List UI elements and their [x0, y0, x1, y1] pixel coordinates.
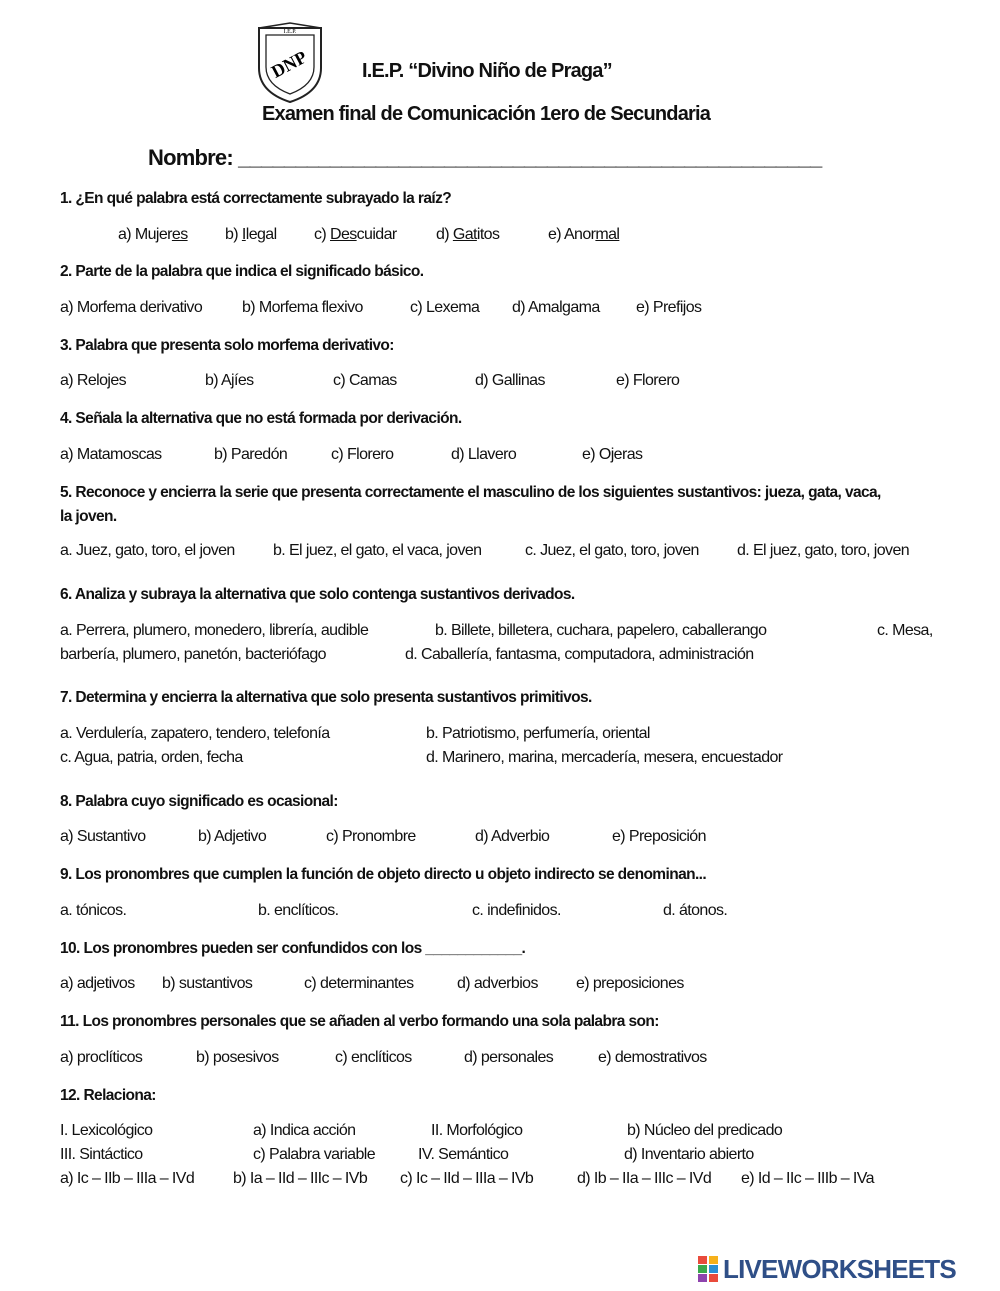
q12-item-I: I. Lexicológico	[60, 1122, 153, 1139]
q3-option-e[interactable]: e) Florero	[616, 372, 680, 389]
q7-option-c[interactable]: c. Agua, patria, orden, fecha	[60, 749, 243, 766]
q6-option-c-cont[interactable]: barbería, plumero, panetón, bacteriófago	[60, 646, 326, 663]
q6-option-c[interactable]: c. Mesa,	[877, 622, 933, 639]
q12-item-IV: IV. Semántico	[418, 1146, 509, 1163]
q8-option-a[interactable]: a) Sustantivo	[60, 828, 146, 845]
q2-option-a[interactable]: a) Morfema derivativo	[60, 299, 203, 316]
q11-option-e[interactable]: e) demostrativos	[598, 1049, 707, 1066]
q12-answer-b[interactable]: b) Ia – IId – IIIc – IVb	[233, 1170, 368, 1187]
question-5: 5. Reconoce y encierra la serie que presenta correctamente el masculino de los siguientes sustantivos: jueza, gata, vaca,	[60, 484, 881, 501]
q8-option-b[interactable]: b) Adjetivo	[198, 828, 267, 845]
q6-option-d[interactable]: d. Caballería, fantasma, computadora, administración	[405, 646, 754, 663]
q11-option-d[interactable]: d) personales	[464, 1049, 554, 1066]
liveworksheets-text: LIVEWORKSHEETS	[723, 1254, 956, 1284]
q4-option-d[interactable]: d) Llavero	[451, 446, 517, 463]
q2-option-b[interactable]: b) Morfema flexivo	[242, 299, 363, 316]
q12-item-c: c) Palabra variable	[253, 1146, 375, 1163]
q8-option-c[interactable]: c) Pronombre	[326, 828, 416, 845]
q12-item-II: II. Morfológico	[431, 1122, 523, 1139]
q12-item-b: b) Núcleo del predicado	[627, 1122, 783, 1139]
q4-option-c[interactable]: c) Florero	[331, 446, 394, 463]
q7-option-b[interactable]: b. Patriotismo, perfumería, oriental	[426, 725, 650, 742]
q11-option-c[interactable]: c) enclíticos	[335, 1049, 412, 1066]
q12-answer-c[interactable]: c) Ic – IId – IIIa – IVb	[400, 1170, 534, 1187]
q10-option-d[interactable]: d) adverbios	[457, 975, 538, 992]
q9-option-c[interactable]: c. indefinidos.	[472, 902, 561, 919]
q10-option-b[interactable]: b) sustantivos	[162, 975, 253, 992]
q9-option-d[interactable]: d. átonos.	[663, 902, 728, 919]
name-label: Nombre:	[148, 145, 233, 170]
question-2: 2. Parte de la palabra que indica el significado básico.	[60, 263, 424, 280]
q2-option-e[interactable]: e) Prefijos	[636, 299, 702, 316]
q6-option-b[interactable]: b. Billete, billetera, cuchara, papelero, caballerango	[435, 622, 767, 639]
school-name: I.E.P. “Divino Niño de Praga”	[362, 60, 612, 82]
question-7: 7. Determina y encierra la alternativa que solo presenta sustantivos primitivos.	[60, 689, 592, 706]
question-8: 8. Palabra cuyo significado es ocasional:	[60, 793, 338, 810]
question-4: 4. Señala la alternativa que no está formada por derivación.	[60, 410, 462, 427]
question-1: 1. ¿En qué palabra está correctamente subrayado la raíz?	[60, 190, 452, 207]
q12-item-d: d) Inventario abierto	[624, 1146, 754, 1163]
liveworksheets-logo-icon	[697, 1255, 719, 1283]
q3-option-b[interactable]: b) Ajíes	[205, 372, 254, 389]
q2-option-d[interactable]: d) Amalgama	[512, 299, 600, 316]
question-10: 10. Los pronombres pueden ser confundidos con los ____________.	[60, 940, 526, 957]
q3-option-a[interactable]: a) Relojes	[60, 372, 127, 389]
q10-option-a[interactable]: a) adjetivos	[60, 975, 135, 992]
q5-option-c[interactable]: c. Juez, el gato, toro, joven	[525, 542, 699, 559]
name-line[interactable]: ___________________________________________________	[238, 145, 822, 170]
q7-option-d[interactable]: d. Marinero, marina, mercadería, mesera, encuestador	[426, 749, 783, 766]
q10-option-c[interactable]: c) determinantes	[304, 975, 414, 992]
q3-option-d[interactable]: d) Gallinas	[475, 372, 545, 389]
q5-option-b[interactable]: b. El juez, el gato, el vaca, joven	[273, 542, 482, 559]
q12-answer-a[interactable]: a) Ic – IIb – IIIa – IVd	[60, 1170, 195, 1187]
q3-option-c[interactable]: c) Camas	[333, 372, 397, 389]
liveworksheets-brand[interactable]	[697, 1254, 997, 1284]
svg-text:DNP: DNP	[268, 46, 311, 82]
q5-option-d[interactable]: d. El juez, gato, toro, joven	[737, 542, 910, 559]
q10-option-e[interactable]: e) preposiciones	[576, 975, 684, 992]
q5-option-a[interactable]: a. Juez, gato, toro, el joven	[60, 542, 235, 559]
question-6: 6. Analiza y subraya la alternativa que solo contenga sustantivos derivados.	[60, 586, 575, 603]
question-11: 11. Los pronombres personales que se añaden al verbo formando una sola palabra son:	[60, 1013, 659, 1030]
q12-answer-d[interactable]: d) Ib – IIa – IIIc – IVd	[577, 1170, 712, 1187]
q8-option-e[interactable]: e) Preposición	[612, 828, 706, 845]
q12-item-a: a) Indica acción	[253, 1122, 356, 1139]
question-3: 3. Palabra que presenta solo morfema derivativo:	[60, 337, 394, 354]
q9-option-a[interactable]: a. tónicos.	[60, 902, 127, 919]
q1-option-a[interactable]: a) Mujeres	[118, 226, 188, 243]
q4-option-a[interactable]: a) Matamoscas	[60, 446, 162, 463]
svg-text:I.E.P.: I.E.P.	[283, 29, 297, 35]
name-field[interactable]	[148, 145, 821, 171]
q1-option-e[interactable]: e) Anormal	[548, 226, 620, 243]
exam-title: Examen final de Comunicación 1ero de Secundaria	[262, 103, 711, 125]
q1-option-b[interactable]: b) Ilegal	[225, 226, 277, 243]
q8-option-d[interactable]: d) Adverbio	[475, 828, 550, 845]
q1-option-d[interactable]: d) Gatitos	[436, 226, 500, 243]
q1-option-c[interactable]: c) Descuidar	[314, 226, 397, 243]
q9-option-b[interactable]: b. enclíticos.	[258, 902, 339, 919]
q12-item-III: III. Sintáctico	[60, 1146, 143, 1163]
question-9: 9. Los pronombres que cumplen la función de objeto directo u objeto indirecto se denominan...	[60, 866, 707, 883]
q4-option-e[interactable]: e) Ojeras	[582, 446, 643, 463]
q11-option-a[interactable]: a) proclíticos	[60, 1049, 143, 1066]
school-crest-logo	[255, 22, 325, 104]
q11-option-b[interactable]: b) posesivos	[196, 1049, 279, 1066]
q12-answer-e[interactable]: e) Id – IIc – IIIb – IVa	[741, 1170, 874, 1187]
question-5-cont: la joven.	[60, 508, 117, 525]
q7-option-a[interactable]: a. Verdulería, zapatero, tendero, telefonía	[60, 725, 330, 742]
q4-option-b[interactable]: b) Paredón	[214, 446, 288, 463]
question-12: 12. Relaciona:	[60, 1087, 156, 1104]
q6-option-a[interactable]: a. Perrera, plumero, monedero, librería, audible	[60, 622, 369, 639]
q2-option-c[interactable]: c) Lexema	[410, 299, 480, 316]
